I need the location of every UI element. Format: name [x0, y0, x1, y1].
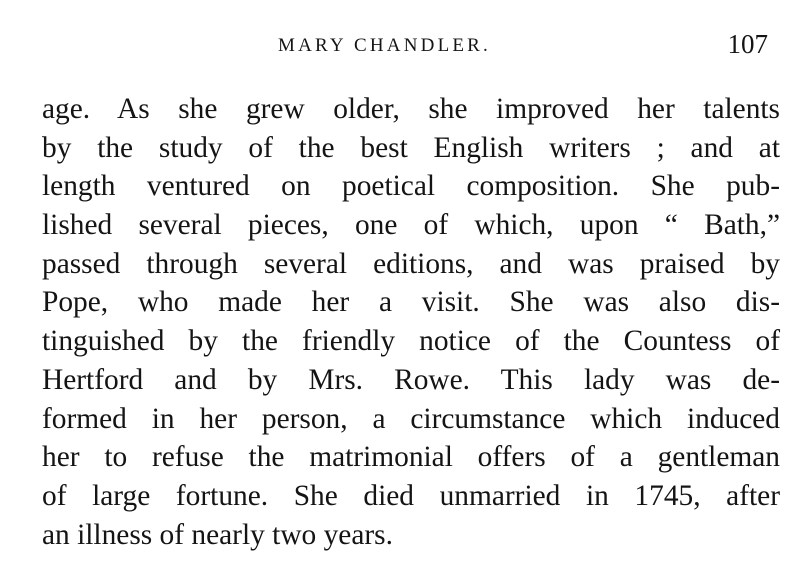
- text-line: length ventured on poetical composition. She pub-: [42, 170, 780, 203]
- text-line: of large fortune. She died unmarried in 1745, after: [42, 479, 780, 512]
- text-line: age. As she grew older, she improved her talents: [42, 93, 780, 125]
- text-line: an illness of nearly two years.: [42, 518, 393, 551]
- text-line: Pope, who made her a visit. She was also dis-: [42, 286, 780, 319]
- running-head: [0, 30, 800, 66]
- body-paragraph: [42, 90, 780, 554]
- text-line: her to refuse the matrimonial offers of a gentleman: [42, 441, 780, 474]
- text-line: by the study of the best English writers ; and at: [42, 131, 780, 164]
- running-title: MARY CHANDLER.: [278, 35, 491, 56]
- page-number: 107: [727, 29, 768, 59]
- text-line: formed in her person, a circumstance which induced: [42, 402, 780, 435]
- text-line: lished several pieces, one of which, upon “ Bath,”: [42, 209, 780, 242]
- text-line: Hertford and by Mrs. Rowe. This lady was de-: [42, 363, 780, 396]
- text-line: tinguished by the friendly notice of the Countess of: [42, 325, 780, 358]
- text-line: passed through several editions, and was praised by: [42, 247, 780, 280]
